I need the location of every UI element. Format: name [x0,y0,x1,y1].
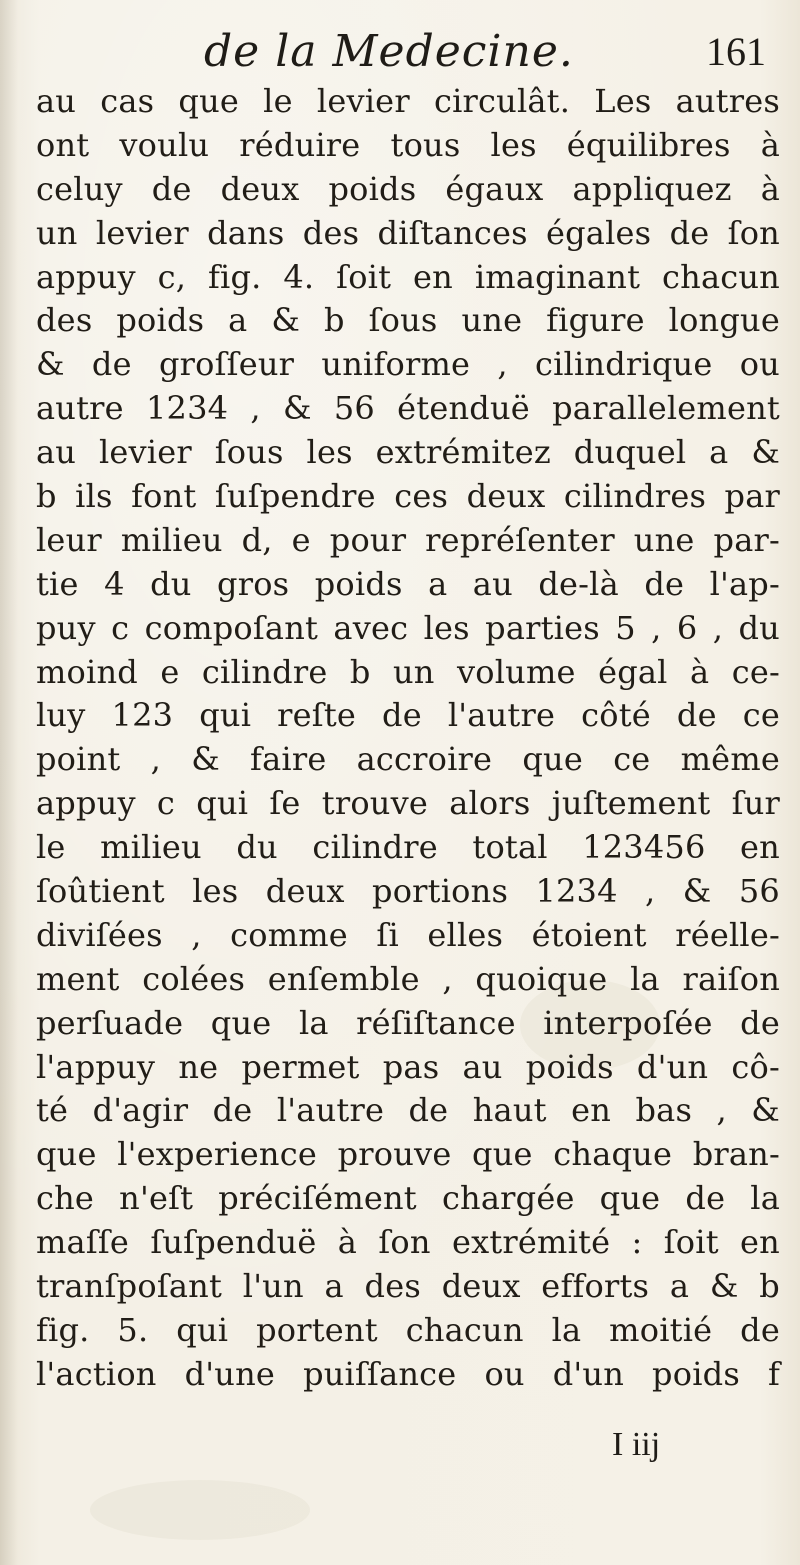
body-text [36,80,780,1397]
text-line: luy 123 qui reſte de l'autre côté de ce [36,696,780,735]
text-line: appuy c, fig. 4. ſoit en imaginant chacun [36,257,780,296]
text-line: leur milieu d, e pour repréſenter une par- [36,520,780,559]
text-line: celuy de deux poids égaux appliquez à [36,169,780,208]
text-line: au levier ſous les extrémitez duquel a & [36,433,780,472]
text-line: ment colées enſemble , quoique la raiſon [36,959,780,998]
text-line: ont voulu réduire tous les équilibres à [36,125,780,164]
text-line: che n'eſt préciſément chargée que de la [36,1179,780,1218]
text-line: tranſpoſant l'un a des deux efforts a & b [36,1267,780,1306]
text-line: ſoûtient les deux portions 1234 , & 56 [36,872,780,911]
text-line: fig. 5. qui portent chacun la moitié de [36,1310,780,1349]
text-line: point , & faire accroire que ce même [36,740,780,779]
text-line: té d'agir de l'autre de haut en bas , & [36,1091,780,1130]
text-line: des poids a & b ſous une figure longue [36,301,780,340]
text-line: perſuade que la réſiſtance interpoſée de [36,1003,780,1042]
text-line: diviſées , comme ſi elles étoient réelle- [36,915,780,954]
text-line: le milieu du cilindre total 123456 en [36,828,780,867]
running-head-title: de la Medecine. [204,26,574,77]
text-line: autre 1234 , & 56 étenduë parallelement [36,389,780,428]
signature-line [0,1420,800,1470]
text-line: l'action d'une puiſſance ou d'un poids f [36,1354,780,1393]
text-line: puy c compoſant avec les parties 5 , 6 , du [36,608,780,647]
text-line: appuy c qui ſe trouve alors juſtement ſur [36,784,780,823]
signature-mark: I iij [612,1426,661,1463]
text-line: tie 4 du gros poids a au de-là de l'ap- [36,564,780,603]
text-line: un levier dans des diſtances égales de ſon [36,213,780,252]
text-line: & de groſſeur uniforme , cilindrique ou [36,345,780,384]
page-fold-shadow [0,0,18,1565]
text-line: l'appuy ne permet pas au poids d'un cô- [36,1047,780,1086]
text-line: b ils font ſuſpendre ces deux cilindres par [36,477,780,516]
paper-stain [90,1480,310,1540]
text-line: maſſe ſuſpenduë à ſon extrémité : ſoit en [36,1223,780,1262]
text-line: que l'experience prouve que chaque bran- [36,1135,780,1174]
running-head [40,22,780,82]
page-number: 161 [706,29,766,74]
text-line: moind e cilindre b un volume égal à ce- [36,652,780,691]
text-line: au cas que le levier circulât. Les autres [36,82,780,120]
